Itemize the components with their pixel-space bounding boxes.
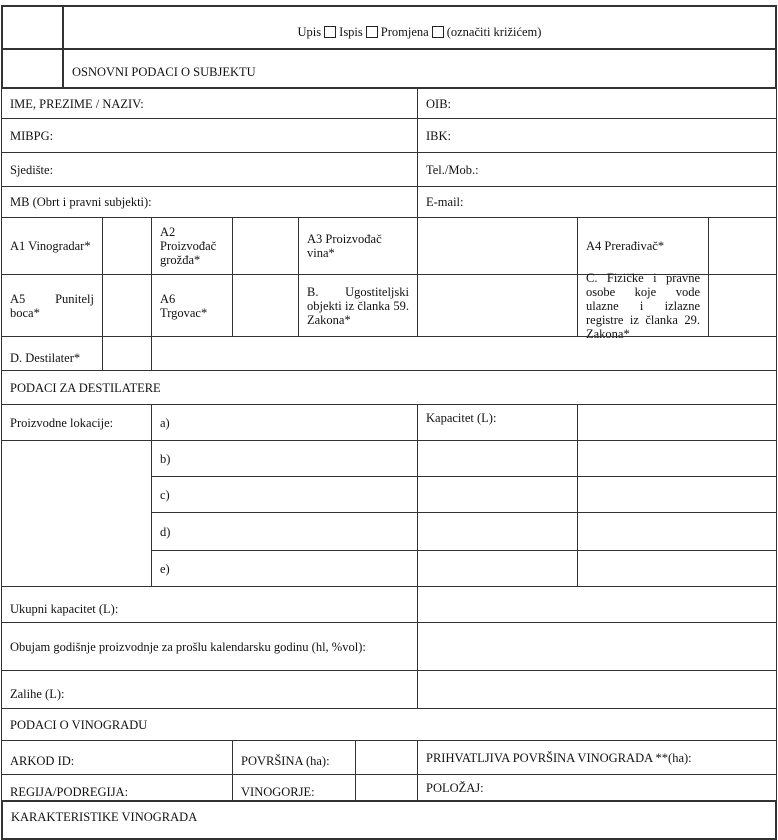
d-label: D. Destilater* (1, 336, 103, 371)
capacity-label: Kapacitet (L): (417, 404, 578, 441)
ispis-checkbox[interactable] (366, 26, 378, 38)
location-e[interactable]: e) (151, 550, 418, 587)
section-title: OSNOVNI PODACI O SUBJEKTU (62, 48, 777, 89)
b-label: B. Ugostiteljski objekti iz članka 59. Zakona* (298, 274, 418, 337)
promjena-label: Promjena (380, 24, 429, 39)
annual-volume-input[interactable] (417, 622, 777, 671)
capacity-d[interactable] (577, 512, 777, 551)
mb-field[interactable]: MB (Obrt i pravni subjekti): (1, 186, 418, 218)
a4-label: A4 Prerađivač* (577, 217, 709, 275)
d-input[interactable] (102, 336, 152, 371)
capacity-label-d (417, 512, 578, 551)
distillers-title: PODACI ZA DESTILATERE (1, 370, 777, 405)
location-d[interactable]: d) (151, 512, 418, 551)
locations-label: Proizvodne lokacije: (1, 404, 152, 441)
capacity-label-b (417, 440, 578, 477)
a3-label: A3 Proizvođač vina* (298, 217, 418, 275)
tel-field[interactable]: Tel./Mob.: (417, 152, 777, 187)
prihvatljiva-field[interactable]: PRIHVATLJIVA POVRŠINA VINOGRADA **(ha): (417, 740, 777, 775)
capacity-c[interactable] (577, 476, 777, 513)
povrsina-input[interactable] (355, 740, 418, 775)
d-blank (151, 336, 777, 371)
vineyard-title: PODACI O VINOGRADU (1, 708, 777, 741)
a6-label: A6 Trgovac* (151, 274, 233, 337)
entry-type-row (62, 5, 777, 50)
promjena-checkbox[interactable] (432, 26, 444, 38)
a3-input[interactable] (417, 217, 578, 275)
a1-label: A1 Vinogradar* (1, 217, 103, 275)
upis-label: Upis (297, 24, 322, 39)
a2-input[interactable] (232, 217, 299, 275)
vinogorje-input[interactable] (355, 774, 418, 802)
a2-label: A2 Proizvođač grožđa* (151, 217, 233, 275)
capacity-label-e (417, 550, 578, 587)
a5-label: A5 Punitelj boca* (1, 274, 103, 337)
total-capacity-label: Ukupni kapacitet (L): (1, 586, 418, 623)
email-field[interactable]: E-mail: (417, 186, 777, 218)
section-blank-cell (1, 48, 64, 89)
oib-field[interactable]: OIB: (417, 88, 777, 119)
b-input[interactable] (417, 274, 578, 337)
header-blank-cell (1, 5, 64, 50)
locations-blank (1, 440, 152, 587)
characteristics-title: KARAKTERISTIKE VINOGRADA (1, 800, 777, 840)
a1-input[interactable] (102, 217, 152, 275)
annual-volume-label: Obujam godišnje proizvodnje za prošlu kalendarsku godinu (hl, %vol): (1, 622, 418, 671)
capacity-b[interactable] (577, 440, 777, 477)
stock-label: Zalihe (L): (1, 670, 418, 709)
total-capacity-input[interactable] (417, 586, 777, 623)
povrsina-label: POVRŠINA (ha): (232, 740, 356, 775)
arkod-field[interactable]: ARKOD ID: (1, 740, 233, 775)
a6-input[interactable] (232, 274, 299, 337)
sjediste-field[interactable]: Sjedište: (1, 152, 418, 187)
a4-input[interactable] (708, 217, 777, 275)
ispis-label: Ispis (339, 24, 363, 39)
stock-input[interactable] (417, 670, 777, 709)
name-field[interactable]: IME, PREZIME / NAZIV: (1, 88, 418, 119)
ibk-field[interactable]: IBK: (417, 118, 777, 153)
vinogorje-label: VINOGORJE: (232, 774, 356, 802)
c-label: C. Fizičke i pravne osobe koje vode ulazne i izlazne registre iz članka 29. Zakona* (577, 274, 709, 337)
location-c[interactable]: c) (151, 476, 418, 513)
c-input[interactable] (708, 274, 777, 337)
a5-input[interactable] (102, 274, 152, 337)
checkbox-note: (označiti križićem) (446, 24, 542, 39)
location-b[interactable]: b) (151, 440, 418, 477)
capacity-e[interactable] (577, 550, 777, 587)
polozaj-field[interactable]: POLOŽAJ: (417, 774, 777, 802)
capacity-label-c (417, 476, 578, 513)
regija-field[interactable]: REGIJA/PODREGIJA: (1, 774, 233, 802)
location-a[interactable]: a) (151, 404, 418, 441)
upis-checkbox[interactable] (324, 26, 336, 38)
capacity-a[interactable] (577, 404, 777, 441)
mibpg-field[interactable]: MIBPG: (1, 118, 418, 153)
